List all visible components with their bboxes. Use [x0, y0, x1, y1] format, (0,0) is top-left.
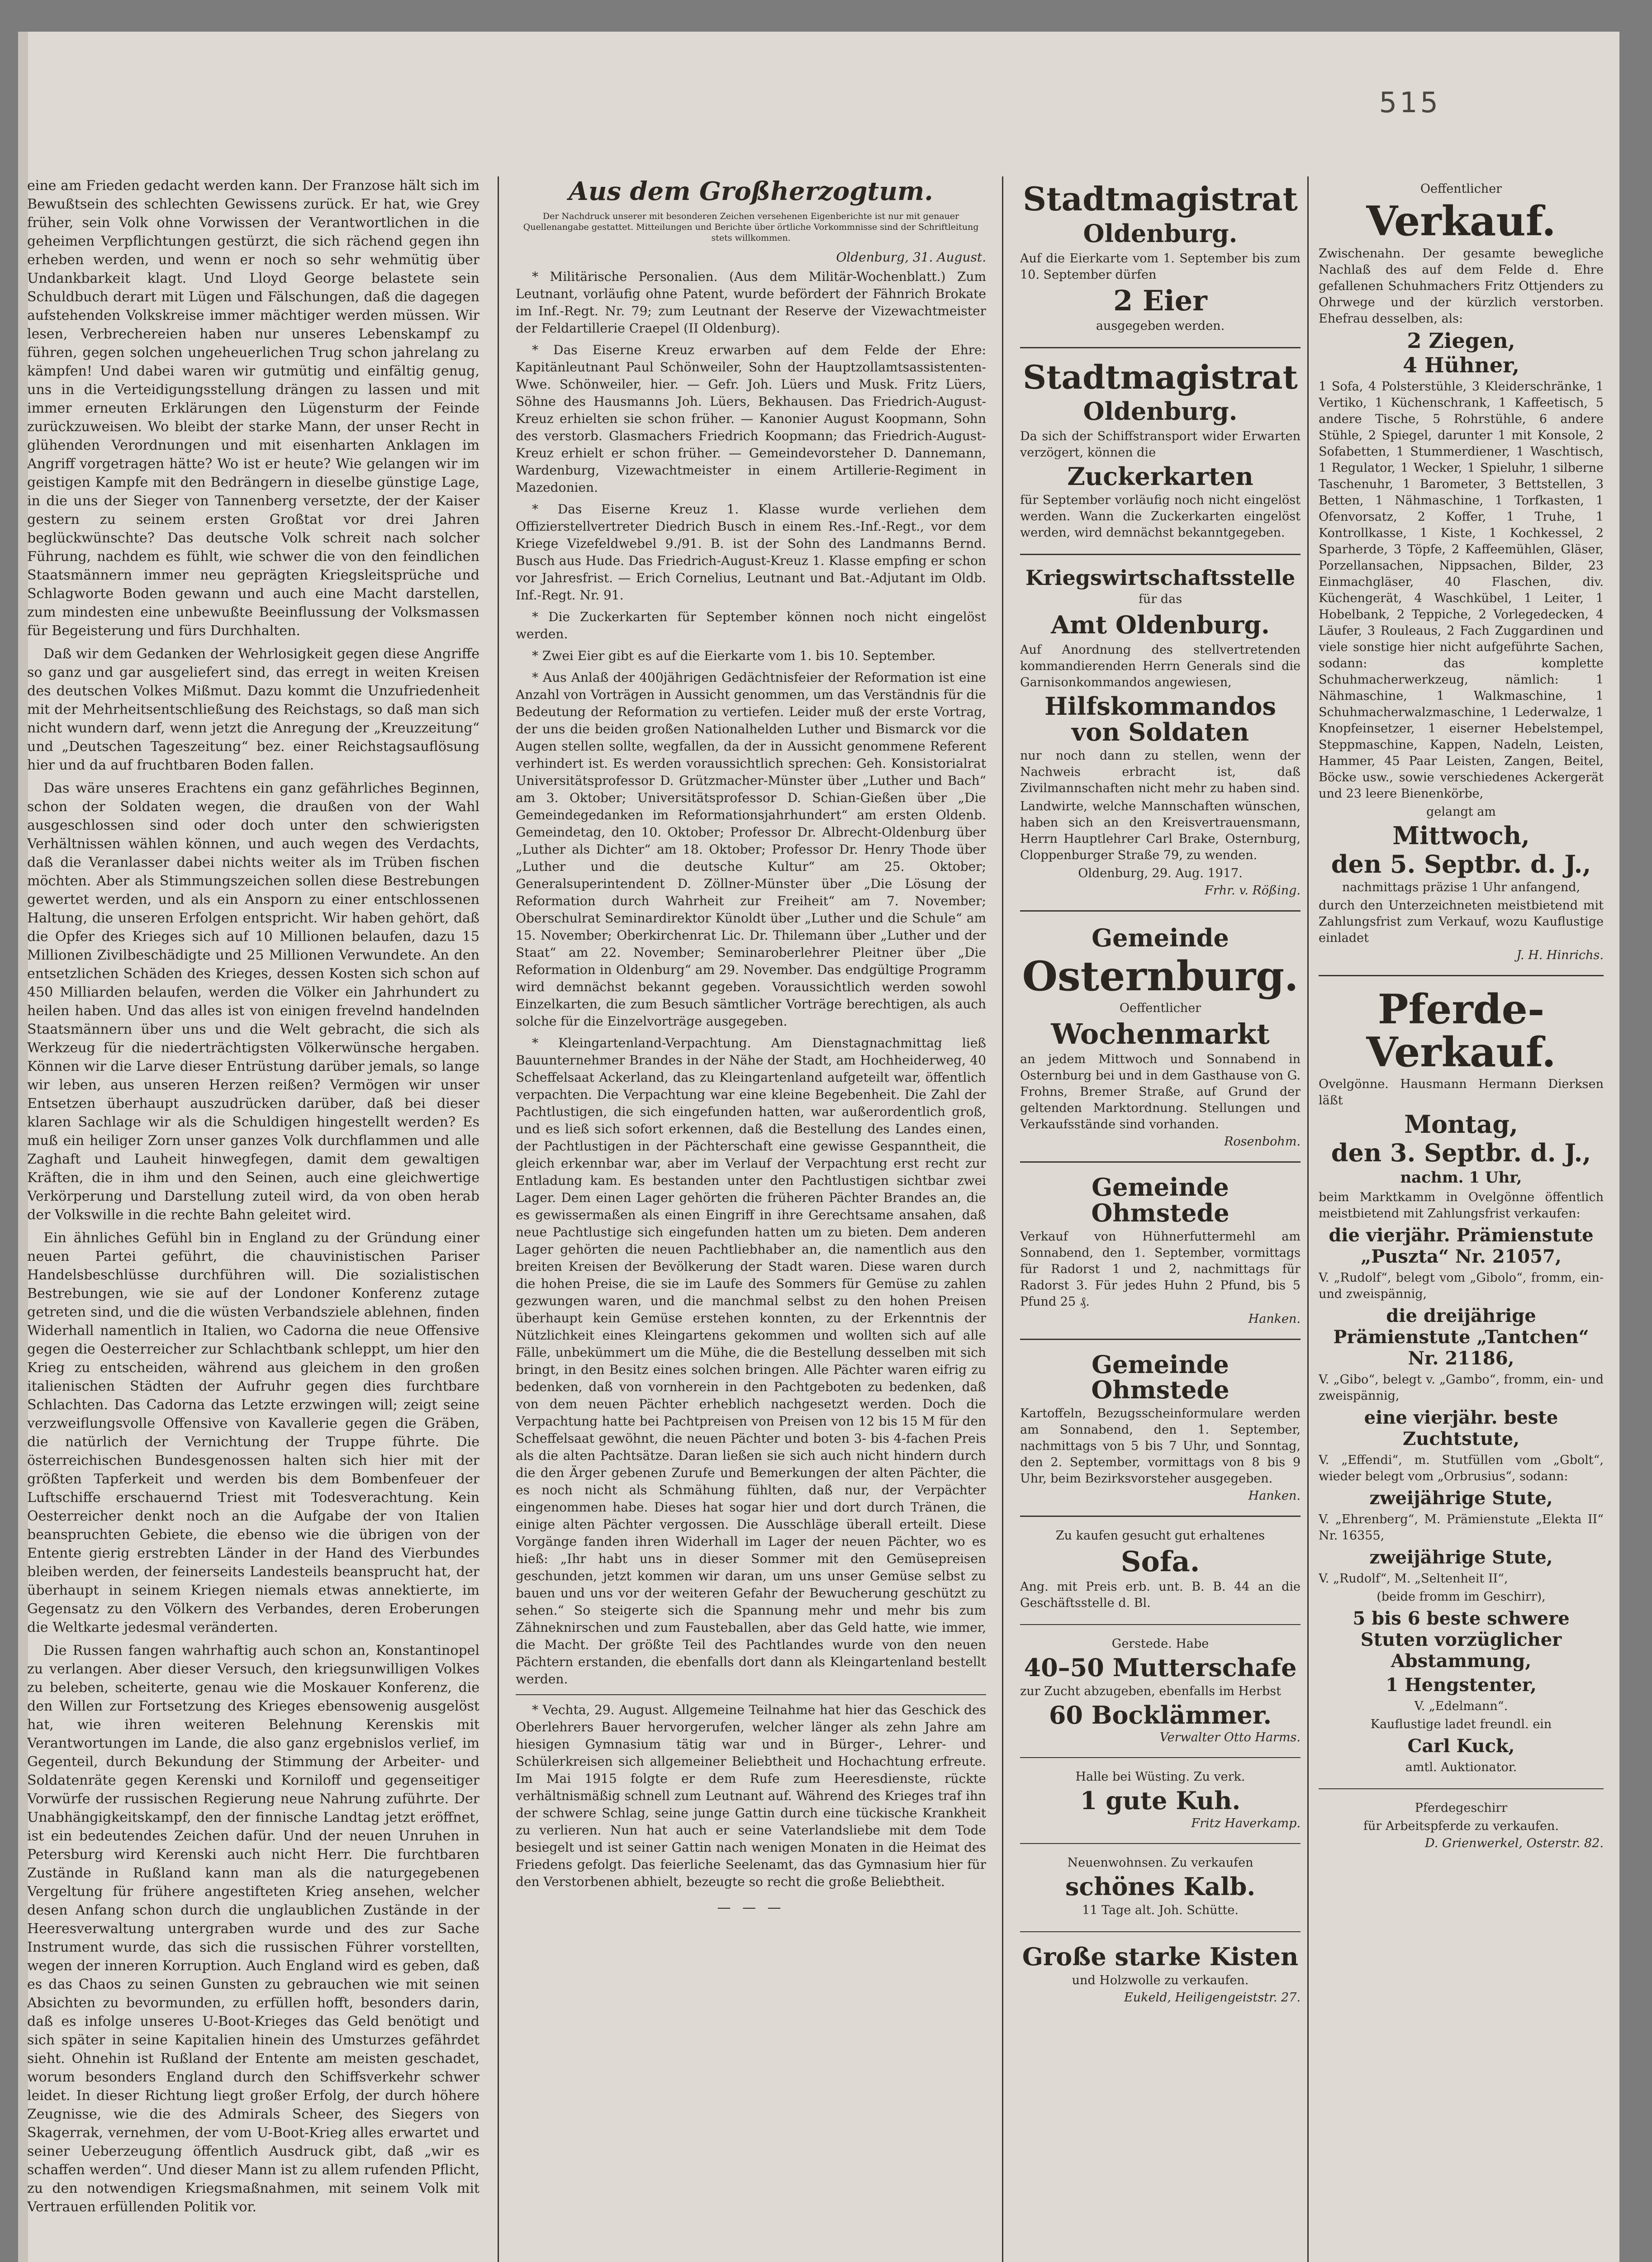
- ad-line: Halle bei Wüsting. Zu verk.: [1075, 1770, 1245, 1784]
- ad-time: nachm. 1 Uhr,: [1400, 1168, 1522, 1187]
- news-item: * Zwei Eier gibt es auf die Eierkarte vom 1. bis 10. September.: [532, 648, 936, 663]
- news-item: * Das Eiserne Kreuz 1. Klasse wurde verliehen dem Offizierstellvertreter Diedrich Busch in einem Res.-Inf.-Regt., vor dem Kriege Vizefeldwebel 9./91. B. ist der Sohn des Landmanns Bernd. Busch aus Hude. Das Friedrich-August-Kreuz 1. Klasse empfing er schon vor Jahresfrist. — Erich Cornelius, Leutnant und Bat.-Adjutant im Oldb. Inf.-Regt. Nr. 91.: [516, 502, 986, 603]
- notice-heading: Hilfskommandos von Soldaten: [1044, 692, 1276, 746]
- ad-text: V. „Gibo“, belegt v. „Gambo“, fromm, ein- und zweispännig,: [1319, 1372, 1604, 1403]
- ad-sheep: [1020, 1631, 1301, 1751]
- ad-calf: [1020, 1850, 1301, 1925]
- notice-text: Auf die Eierkarte vom 1. September bis zum 10. September dürfen: [1020, 251, 1301, 282]
- newspaper-page: [18, 32, 1619, 2262]
- ad-text: V. „Rudolf“, M. „Seltenheit II“,: [1319, 1571, 1508, 1586]
- editorial-paragraph: Das wäre unseres Erachtens ein ganz gefährliches Beginnen, schon der Soldaten wegen, die draußen von der Wahl ausgeschlossen sind oder doch unter den schwierigsten Verhältnissen wählen können, und auch wegen des Verdachts, daß die Veranlasser dabei nichts weiter als im Trüben fischen möchten. Aber als Stimmungszeichen sollen diese Bestrebungen gewertet werden, und als ein Ansporn zu einer entschlossenen Haltung, die unseren Erfolgen entspricht. Wir haben gehört, daß die Opfer des Krieges sich auf 10 Millionen belaufen, dazu 15 Millionen Zivilbeschädigte und 25 Millionen Verwundete. An den entsetzlichen Schäden des Krieges, dessen Kosten sich schon auf 450 Milliarden belaufen, werden die Völker ein Jahrhundert zu heilen haben. Und das alles ist von einigen frevelnd handelnden Staatsmännern über uns und die Welt gebracht, die sich als Werkzeug für die niederträchtigsten Völkerwünsche hergaben. Können wir die Larve dieser Entrüstung darüber jemals, so lange wir leben, aus unseren Herzen reißen? Vermögen wir unser Entsetzen überhaupt auszudrücken darüber, daß bei dieser klaren Sachlage wir als die Schuldigen hingestellt werden? Es muß ein heiliger Zorn unser ganzes Volk durchflammen und alle Zaghaft und Lauheit hinwegfegen, damit dem gewaltigen Kräften, die in ihm und den Seinen, auch eine gleichwertige Verkörperung und Darstellung zuteil wird, da von oben herab der Volkswille in die rechte Bahn geleitet wird.: [27, 780, 479, 1223]
- ad-public-sale: [1319, 176, 1604, 969]
- ad-item: 2 Ziegen,: [1407, 328, 1515, 353]
- ad-horse: 1 Hengstenter,: [1386, 1674, 1537, 1696]
- divider: [1020, 1161, 1301, 1163]
- notice-subtitle: Oeffentlicher: [1119, 1001, 1201, 1016]
- ad-text: Ovelgönne. Hausmann Hermann Dierksen läßt: [1319, 1077, 1604, 1108]
- ad-time: nachmittags präzise 1 Uhr anfangend,: [1342, 880, 1581, 895]
- divider: [1020, 1931, 1301, 1932]
- ad-horse: die dreijährige Prämienstute „Tantchen“ Nr. 21186,: [1333, 1305, 1589, 1369]
- notice-signer: Hanken.: [1248, 1312, 1301, 1326]
- ad-text: V. „Rudolf“, belegt vom „Gibolo“, fromm, ein- und zweispännig,: [1319, 1270, 1604, 1301]
- news-item: * Militärische Personalien. (Aus dem Militär-Wochenblatt.) Zum Leutnant, vorläufig ohne Patent, wurde befördert der Fähnrich Brokate im Inf.-Regt. Nr. 79; zum Leutnant der Reserve der Vizewachtmeister der Feldartillerie Craepel (II Oldenburg).: [516, 269, 986, 336]
- news-item: * Vechta, 29. August. Allgemeine Teilnahme hat hier das Geschick des Oberlehrers Bauer hervorgerufen, welcher länger als zehn Jahre am hiesigen Gymnasium tätig war und in Bürger-, Lehrer- und Schülerkreisen sich allgemeiner Beliebtheit und Hochachtung erfreute. Im Mai 1915 folgte er dem Rufe zum Heeresdienste, rückte verhältnismäßig schnell zum Leutnant auf. Während des Krieges traf ihn der schwere Schlag, seine junge Gattin durch eine tückische Krankheit zu verlieren. Nun hat auch er seine Vaterlandsliebe mit dem Tode besiegelt und ist seiner Gattin nach wenigen Monaten in die Heimat des Friedens gefolgt. Das feierliche Seelenamt, das das Gymnasium hier für den Verstorbenen abhielt, bezeugte so recht die große Beliebtheit.: [516, 1702, 986, 1889]
- notice-title: Stadtmagistrat: [1023, 357, 1298, 396]
- ad-line: Pferdegeschirr: [1415, 1801, 1508, 1815]
- ad-subtitle: Oeffentlicher: [1420, 182, 1502, 196]
- notice-title: Stadtmagistrat: [1023, 180, 1298, 218]
- ad-line: gelangt am: [1426, 805, 1496, 819]
- ad-text: V. „Edelmann“.: [1414, 1699, 1508, 1713]
- ad-heading: Pferde-Verkauf.: [1366, 985, 1556, 1076]
- ad-line: Zu kaufen gesucht gut erhaltenes: [1055, 1528, 1265, 1543]
- news-item: * Die Zuckerkarten für September können noch nicht eingelöst werden.: [516, 609, 986, 642]
- divider: [1319, 1788, 1604, 1789]
- ad-line: Gerstede. Habe: [1111, 1637, 1209, 1651]
- notice-subtitle: für das: [1138, 592, 1182, 607]
- ad-horse: zweijährige Stute,: [1369, 1487, 1553, 1509]
- ad-note: (beide fromm im Geschirr),: [1377, 1589, 1546, 1604]
- ad-horse: die vierjähr. Prämienstute „Puszta“ Nr. 21057,: [1329, 1224, 1594, 1267]
- divider: [1319, 975, 1604, 976]
- notice-sugar-cards: [1020, 355, 1301, 547]
- ad-signer: Fritz Haverkamp.: [1191, 1816, 1301, 1831]
- news-item: * Kleingartenland-Verpachtung. Am Dienstagnachmittag ließ Bauunternehmer Brandes in der Nähe der Stadt, am Hochheiderweg, 40 Scheffelsaat Ackerland, das zu Kleingartenland aufgeteilt war, öffentlich verpachten. Die Verpachtung war eine kleine Begebenheit. Die Zahl der Pachtlustigen, die sich eingefunden hatten, war außerordentlich groß, und es ließ sich sofort erkennen, daß die Bestellung des Landes einen, der Pachtlustigen in der Pächterschaft eine gewisse Gespanntheit, die gleich erkennbar war, aber im Verlauf der Verpachtung erst recht zur Entladung kam. Es bestanden unter den Pachtlustigen sichtbar zwei Lager. Dem einen Lager gehörten die früheren Pächter Brandes an, die es gewissermaßen als einen Eingriff in ihre Gerechtsame ansahen, daß neue Pachtlustige sich eingefunden hatten um zu bieten. Dem anderen Lager gehörten die neuen Pachtliebhaber an, die namentlich aus den breiten Kreisen der Bevölkerung der Stadt waren. Diese waren durch die hohen Preise, die sie im Laufe des Sommers für Gemüse zu zahlen gezwungen waren, und die manchmal selbst zu den hohen Preisen überhaupt kein Gemüse erstehen konnten, zu der Erkenntnis der Nützlichkeit eines Kleingartens gekommen und wollten sich auf alle Fälle, unbekümmert um die Mühe, die die Bestellung desselben mit sich bringt, in den Besitz eines solchen bringen. Alle Pächter waren eifrig zu bedenken, daß von vornherein in den Pachtgeboten zu bedenken, daß von dem neuen Pächter erheblich nachgesetzt werden. Doch die Verpachtung hatte bei Pachtpreisen von Preisen von 12 bis 15 M für den Scheffelsaat gewöhnt, die neuen Pächter und boten 3- bis 4-fachen Preis als die alten Pachtsätze. Daran ließen sie sich auch nicht hindern durch die den Ärger gebenen Zurufe und Bemerkungen der alten Pächter, die es noch nicht als Schmähung fühlten, daß nur, der Verpächter eingenommen habe. Dieses hat sogar hier und dort durch Tränen, die einige alten Pächter vergossen. Die Ausschläge überall erteilt. Diese Vorgänge fanden ihren Widerhall im Lager der neuen Pächter, wo es hieß: „Ihr habt uns in dieser Sommer mit den Gemüsepreisen geschunden, jetzt kommen wir daran, um uns unser Gemüse selbst zu bauen und uns vor der weiteren Gefahr der Bewucherung geschützt zu sehen.“ So steigerte sich die Spannung mehr und mehr bis zum Zähneknirschen und zum Fausteballen, aber das Geld hatte, wie immer, die Macht. Der größte Teil des Pachtlandes wurde von den neuen Pächtern erstanden, die ebenfalls dort dann als Kleingartenland bestellt werden.: [516, 1036, 986, 1687]
- ad-heading: schönes Kalb.: [1065, 1872, 1256, 1901]
- ad-text: zur Zucht abzugeben, ebenfalls im Herbst: [1020, 1684, 1281, 1698]
- ad-heading: Verkauf.: [1366, 197, 1556, 245]
- column-rule-1: [498, 176, 499, 2262]
- notice-text: Da sich der Schiffstransport wider Erwarten verzögert, können die: [1020, 429, 1301, 460]
- notice-amount: 2 Eier: [1113, 284, 1207, 317]
- notice-signer: Frhr. v. Rößing.: [1205, 883, 1301, 898]
- notice-city: Oldenburg.: [1083, 219, 1238, 248]
- notice-title: Gemeinde: [1092, 923, 1229, 952]
- divider: [1020, 1624, 1301, 1625]
- ad-signer-title: amtl. Auktionator.: [1405, 1760, 1517, 1774]
- notice-text: an jedem Mittwoch und Sonnabend in Osternburg bei und in dem Gasthause von G. Frohns, Bremer Straße, auf Grund der geltenden Marktordnung. Stellungen und Verkaufsstände sind vorhanden.: [1020, 1052, 1301, 1132]
- divider: [1020, 1843, 1301, 1844]
- ad-heading: 60 Bocklämmer.: [1049, 1700, 1272, 1730]
- divider: [1020, 910, 1301, 912]
- ad-signer: Verwalter Otto Harms.: [1159, 1730, 1301, 1745]
- ad-horse: zweijährige Stute,: [1369, 1546, 1553, 1568]
- reprint-note: Der Nachdruck unserer mit besonderen Zeichen versehenen Eigenberichte ist nur mit genauer Quellenangabe gestattet. Mitteilungen und Berichte über örtliche Vorkommnisse sind der Schriftleitung stets willkommen.: [523, 211, 979, 243]
- notice-name: Osternburg.: [1022, 952, 1299, 1000]
- ad-line: Neuenwohnsen. Zu verkaufen: [1067, 1856, 1253, 1870]
- column-regional-news: [516, 176, 986, 2262]
- notice-text: Verkauf von Hühnerfuttermehl am Sonnabend, den 1. September, vormittags für Radorst 1 und 2, nachmittags für Radorst 3. Für jedes Huhn 2 Pfund, bis 5 Pfund 25 ₰.: [1020, 1229, 1301, 1309]
- ad-date: Montag,: [1404, 1110, 1518, 1139]
- column-auctions: [1319, 176, 1604, 2262]
- ad-heading: Sofa.: [1120, 1544, 1200, 1578]
- ad-date: Mittwoch,: [1392, 821, 1530, 851]
- notice-text: Kartoffeln, Bezugsscheinformulare werden am Sonnabend, den 1. September, nachmittags von 5 bis 7 Uhr, und Sonntag, den 2. September, vormittags von 8 bis 9 Uhr, beim Bezirksvorsteher ausgegeben.: [1020, 1406, 1301, 1486]
- notice-heading: Wochenmarkt: [1051, 1017, 1270, 1051]
- ad-text: Ang. mit Preis erb. unt. B. B. 44 an die Geschäftsstelle d. Bl.: [1020, 1580, 1301, 1611]
- ad-heading: 40–50 Mutterschafe: [1024, 1653, 1297, 1682]
- notice-text: nur noch dann zu stellen, wenn der Nachweis erbracht ist, daß Zivilmannschaften nicht mehr zu haben sind.: [1020, 748, 1301, 795]
- notice-date: Oldenburg, 29. Aug. 1917.: [1078, 866, 1243, 880]
- ad-signer: Eukeld, Heiligengeiststr. 27.: [1124, 1990, 1301, 2005]
- ad-text: Kauflustige ladet freundl. ein: [1370, 1717, 1552, 1731]
- end-mark: — — —: [717, 1900, 785, 1915]
- ad-text: Zwischenahn. Der gesamte bewegliche Nachlaß des auf dem Felde d. Ehre gefallenen Schuhmachers Fritz Ottjenders zu Ohrwege und der kürzlich verstorben. Ehefrau desselben, als:: [1319, 246, 1604, 326]
- page-number: 515: [1379, 86, 1441, 119]
- notice-potatoes: [1020, 1346, 1301, 1509]
- ad-text: 11 Tage alt. Joh. Schütte.: [1082, 1903, 1239, 1917]
- section-headline: Aus dem Großherzogtum.: [569, 176, 933, 206]
- notice-title: Kriegswirtschaftsstelle: [1025, 565, 1296, 590]
- column-editorial: [27, 176, 479, 2262]
- ad-horse-sale: [1319, 983, 1604, 1782]
- ad-text: 1 Sofa, 4 Polsterstühle, 3 Kleiderschränke, 1 Vertiko, 1 Küchenschrank, 1 Kaffeetisch, 5 andere Tische, 5 Rohrstühle, 6 andere Stühle, 2 Spiegel, darunter 1 mit Konsole, 2 Sofabetten, 1 Stummerdiener, 1 Waschtisch, 1 Regulator, 1 Wecker, 1 Spieluhr, 1 silberne Taschenuhr, 1 Barometer, 3 Bettstellen, 3 Betten, 1 Nähmaschine, 1 Torfkasten, 1 Ofenvorsatz, 2 Koffer, 1 Truhe, 1 Kontrollkasse, 1 Kiste, 1 Kochkessel, 2 Sparherde, 3 Töpfe, 2 Kaffeemühlen, Gläser, Porzellansachen, Nippsachen, Bilder, 23 Einmachgläser, 40 Flaschen, div. Küchengerät, 4 Waschkübel, 1 Leiter, 1 Hobelbank, 2 Teppiche, 2 Vorlegedecken, 4 Läufer, 3 Rouleaus, 2 Fach Zuggardinen und viele sonstige hier nicht aufgeführte Sachen, sodann: das komplette Schuhmacherwerkzeug, nämlich: 1 Nähmaschine, 1 Walkmaschine, 1 Schuhmacherwalzmaschine, 1 Lederwalze, 1 Knopfeinsetzer, 1 eiserner Hebelstempel, Steppmaschine, Kappen, Nadeln, Leisten, Hammer, 45 Paar Leisten, Zangen, Beitel, Böcke usw., sowie verschiedenes Ackergerät und 23 leere Bienenkörbe,: [1319, 380, 1604, 801]
- notice-heading: Zuckerkarten: [1067, 462, 1253, 491]
- editorial-paragraph: Die Russen fangen wahrhaftig auch schon an, Konstantinopel zu verlangen. Aber dieser Versuch, den kriegsunwilligen Volkes zu beleben, scheiterte, genau wie die Moskauer Konferenz, die den Willen zur Fortsetzung des Krieges ebensowenig ausgelöst hat, wie ihren weiteren Belehnung Kerenskis mit Verantwortungen im Lande, die also ganz ergebnislos verlief, im Gegenteil, durch Bekundung der Stimmung der Arbeiter- und Soldatenräte gegen Kerenski und Korniloff und gegenseitiger Vorwürfe der russischen Regierung neue Nahrung zuführte. Der Unabhängigkeitskampf, den der finnische Landtag jetzt eröffnet, ist ein bedeutendes Zeichen dafür. Und der neuen Unruhen in Petersburg wird Kerenski auch nicht Herr. Die furchtbaren Zustände in Rußland kann man als die naturgegebenen Vergeltung für frühere angestifteten Krieg ansehen, welcher desen Anfang schon durch die unglaublichen Zustände in der Heeresverwaltung untergraben wurde und des zur Sache Instrument wurde, das sich die russischen Führer vorstellten, wegen der inneren Korruption. Auch England wird es geben, daß es das Chaos zu seinen Gunsten zu gebrauchen wie mit seinen Absichten zu bevormunden, zu erfüllen hofft, besonders darin, daß es infolge unseres U-Boot-Krieges das Geld benötigt und sich später in seine Kapitalien hinein des Umsturzes gefährdet sieht. Ohnehin ist Rußland der Entente am meisten geschadet, worum besonders England durch den Schiffsverkehr schwer leidet. In dieser Richtung liegt großer Erfolg, der durch höhere Zeugnisse, wie die des Admirals Scheer, des Siegers von Skagerrak, vernehmen, der vom U-Boot-Krieg alles erwartet und seiner Ueberzeugung öffentlich Ausdruck gibt, daß „wir es schaffen werden“. Und dieser Mann ist zu allem rufenden Pflicht, zu den notwendigen Kriegsmaßnahmen, mit seinem Volk mit Vertrauen erfüllenden Politik vor.: [27, 1643, 479, 2215]
- ad-text: für Arbeitspferde zu verkaufen.: [1363, 1819, 1559, 1833]
- notice-title: Gemeinde Ohmstede: [1091, 1350, 1230, 1405]
- ad-date: den 5. Septbr. d. J.,: [1331, 849, 1591, 879]
- notice-text: für September vorläufig noch nicht eingelöst werden. Wann die Zuckerkarten eingelöst werden, wird demnächst bekanntgegeben.: [1020, 493, 1301, 540]
- editorial-paragraph: eine am Frieden gedacht werden kann. Der Franzose hält sich im Bewußtsein des schlechten Gewissens zurück. Er hat, wie Grey früher, sein Volk ohne Vorwissen der Verantwortlichen in die geheimen Verpflichtungen gestürzt, die sich rächend gegen ihn erheben werden, und wenn er noch so sehr wehmütig über Undankbarkeit klagt. Und Lloyd George belastete sein Schuldbuch derart mit Lügen und Fälschungen, daß die dagegen aufstehenden Volkskreise immer mächtiger werden müssen. Wir lesen, Verbrechereien haben nur unseres Lebenskampf zu führen, gegen solchen ungeheuerlichen Trug schon jahrelang zu kämpfen! Und dabei waren wir gutmütig und einfältig genug, uns in die Verteidigungsstellung drängen zu lassen und mit immer erneuten Erklärungen den Lügensturm der Feinde zurückzuweisen. Wo bleibt der starke Mann, der unser Recht in glühenden Verordnungen und mit eisenharten Anklagen im Angriff vorgetragen hätte? Wo ist er heute? Wie gelangen wir im geistigen Kampfe mit den Bedrängern in dieselbe günstige Lage, in die uns der Sieger von Tannenberg versetzte, der der Kaiser gestern zu seinem ersten Großtat vor drei Jahren beglückwünschte? Das deutsche Volk schreit nach solcher Führung, nachdem es fühlt, wie schwer die von den feindlichen Staatsmännern immer neu geprägten Kriegsleitsprüche und Schlagworte Boden gewann und auch eine Macht darstellen, zum mindesten eine unbewußte Beeinflussung der Volksmassen für Begeisterung und fürs Durchhalten.: [27, 178, 479, 639]
- divider: [1020, 347, 1301, 348]
- notice-signer: Hanken.: [1248, 1488, 1301, 1503]
- ad-cow: [1020, 1764, 1301, 1837]
- column-rule-2: [1002, 176, 1003, 2262]
- notice-footer: ausgegeben werden.: [1096, 318, 1225, 333]
- notice-eggs: [1020, 176, 1301, 341]
- news-item: * Aus Anlaß der 400jährigen Gedächtnisfeier der Reformation ist eine Anzahl von Vorträgen in Aussicht genommen, um das Verständnis für die Bedeutung der Reformation zu vertiefen. Leider muß der erste Vortrag, der uns die beiden großen Nationalhelden Luther und Bismarck vor die Augen stellen sollte, wegfallen, da der in Aussicht genommene Referent verhindert ist. Es werden voraussichtlich sprechen: Geh. Konsistorialrat Universitätsprofessor D. Grützmacher-Münster über „Luther und Bach“ am 3. Oktober; Universitätsprofessor D. Schian-Gießen über „Die Gemeindegedanken im Reformationsjahrhundert“ am ersten Oldenb. Gemeindetag, den 10. Oktober; Professor Dr. Albrecht-Oldenburg über „Luther als Dichter“ am 18. Oktober; Professor Dr. Henry Thode über „Luther und die deutsche Kultur“ am 25. Oktober; Generalsuperintendent D. Zöllner-Münster über „Die Lösung der Reformation durch Wahrheit zur Freiheit“ am 7. November; Oberschulrat Seminardirektor Künoldt über „Luther und die Schule“ am 15. November; Oberkirchenrat Lic. Dr. Thilemann über „Luther und der Staat“ am 22. November; Seminaroberlehrer Pleitner über „Die Reformation in Oldenburg“ am 29. November. Das endgültige Programm wird demnächst bekannt gegeben. Voraussichtlich werden sowohl Einzelkarten, die zum Besuch sämtlicher Vorträge berechtigen, als auch solche für die Einzelvorträge ausgegeben.: [516, 670, 986, 1029]
- notice-name: Amt Oldenburg.: [1051, 610, 1270, 640]
- news-item: * Das Eiserne Kreuz erwarben auf dem Felde der Ehre: Kapitänleutnant Paul Schönweiler, Sohn der Hauptzollamtsassistenten-Wwe. Schönweiler, hier. — Gefr. Joh. Lüers und Musk. Fritz Lüers, Söhne des Hausmanns Joh. Lüers, Bekhausen. Das Friedrich-August-Kreuz erhielten sie schon früher. — Kanonier August Koopmann, Sohn des verstorb. Glasmachers Friedrich Koopmann; das Friedrich-August-Kreuz erhielt er schon früher. — Gemeindevorsteher D. Dannemann, Wardenburg, Vizewachtmeister in einem Artillerie-Regiment in Mazedonien.: [516, 342, 986, 495]
- notice-city: Oldenburg.: [1083, 397, 1238, 426]
- ad-signer: Carl Kuck,: [1407, 1735, 1515, 1757]
- column-rule-3: [1307, 176, 1309, 2262]
- ad-sofa-wanted: [1020, 1523, 1301, 1618]
- page-edge-shadow: [18, 32, 28, 2262]
- divider: [516, 1694, 986, 1695]
- ad-harness: [1319, 1796, 1604, 1857]
- ad-crates: [1020, 1939, 1301, 2011]
- notice-chicken-feed: [1020, 1169, 1301, 1332]
- divider: [1020, 1516, 1301, 1517]
- ad-text: und Holzwolle zu verkaufen.: [1072, 1973, 1249, 1987]
- notice-signer: Rosenbohm.: [1224, 1135, 1301, 1149]
- divider: [1020, 1339, 1301, 1340]
- ad-heading: Große starke Kisten: [1022, 1942, 1299, 1971]
- ad-signer: J. H. Hinrichs.: [1516, 948, 1604, 963]
- dateline: Oldenburg, 31. August.: [836, 250, 986, 265]
- notice-market: [1020, 918, 1301, 1155]
- divider: [1020, 554, 1301, 555]
- column-notices: [1020, 176, 1301, 2262]
- ad-signer: D. Grienwerkel, Osterstr. 82.: [1425, 1836, 1604, 1850]
- notice-war-economy: [1020, 561, 1301, 904]
- ad-horse: 5 bis 6 beste schwere Stuten vorzüglicher Abstammung,: [1353, 1607, 1570, 1672]
- notice-title: Gemeinde Ohmstede: [1091, 1173, 1230, 1227]
- ad-text: beim Marktkamm in Ovelgönne öffentlich meistbietend mit Zahlungsfrist verkaufen:: [1319, 1190, 1604, 1221]
- divider: [1020, 1757, 1301, 1758]
- ad-text: V. „Effendi“, m. Stutfüllen vom „Gbolt“, wieder belegt vom „Orbrusius“, sodann:: [1319, 1453, 1604, 1483]
- ad-item: 4 Hühner,: [1403, 352, 1519, 377]
- editorial-paragraph: Daß wir dem Gedanken der Wehrlosigkeit gegen diese Angriffe so ganz und gar ausgeliefert sind, das erregt in weiten Kreisen des deutschen Volkes Mißmut. Dazu kommt die Unzufriedenheit mit der Mehrheitsentschließung des Reichstags, so daß man sich nicht wundern darf, wenn jetzt die Anregung der „Kreuzzeitung“ und „Deutschen Tageszeitung“ bez. einer Reichstagsauflösung hier und da auf fruchtbaren Boden fallen.: [27, 646, 479, 773]
- ad-horse: eine vierjähr. beste Zuchtstute,: [1364, 1407, 1558, 1449]
- notice-text: Landwirte, welche Mannschaften wünschen, haben sich an den Kreisvertrauensmann, Herrn Hauptlehrer Carl Brake, Osternburg, Cloppenburger Straße 79, zu wenden.: [1020, 799, 1301, 862]
- ad-text: durch den Unterzeichneten meistbietend mit Zahlungsfrist zum Verkauf, wozu Kauflustige einladet: [1319, 898, 1604, 946]
- notice-text: Auf Anordnung des stellvertretenden kommandierenden Herrn Generals sind die Garnisonkommandos angewiesen,: [1020, 643, 1301, 690]
- ad-text: V. „Ehrenberg“, M. Prämienstute „Elekta II“ Nr. 16355,: [1319, 1512, 1604, 1543]
- editorial-paragraph: Ein ähnliches Gefühl bin in England zu der Gründung einer neuen Partei geführt, die chauvinistischen Pariser Handelsbeschlüsse durchführen will. Die sozialistischen Bestrebungen, wie sie auf der Londoner Konferenz zutage getreten sind, und die die wüsten Verbandsziele ablehnen, finden Widerhall namentlich in Italien, wo Cadorna die neue Offensive gegen die Oesterreicher zur Schlachtbank schleppt, um hier den Krieg zu entscheiden, während aus gleichem in den großen italienischen Städten der Aufruhr gegen dies furchtbare Schlachten. Das Cadorna das Letzte erzwingen will; zeigt seine verzweiflungsvolle Offensive von Kavallerie gegen die Gräben, die natürlich der Vernichtung der Truppe führte. Die österreichischen Bundesgenossen halten sich hier mit der größten Tapferkeit und werden bis dem Bombenfeuer der Luftschiffe erschauernd Triest mit Todesverachtung. Kein Oesterreicher denkt noch an die Aufgabe der von Italien beanspruchten Gebiete, die ebenso wie die übrigen von der Entente gierig erstrebten Länder in der Hand des Vierbundes bleiben werden, der feinerseits Landesteils beansprucht hat, der überhaupt in seinem Kriegen niemals etwas annektierte, im Gegensatz zu den Völkern des Verbandes, deren Eroberungen die Weltkarte jedesmal veränderten.: [27, 1230, 479, 1635]
- ad-date: den 3. Septbr. d. J.,: [1331, 1138, 1591, 1168]
- ad-heading: 1 gute Kuh.: [1080, 1786, 1241, 1815]
